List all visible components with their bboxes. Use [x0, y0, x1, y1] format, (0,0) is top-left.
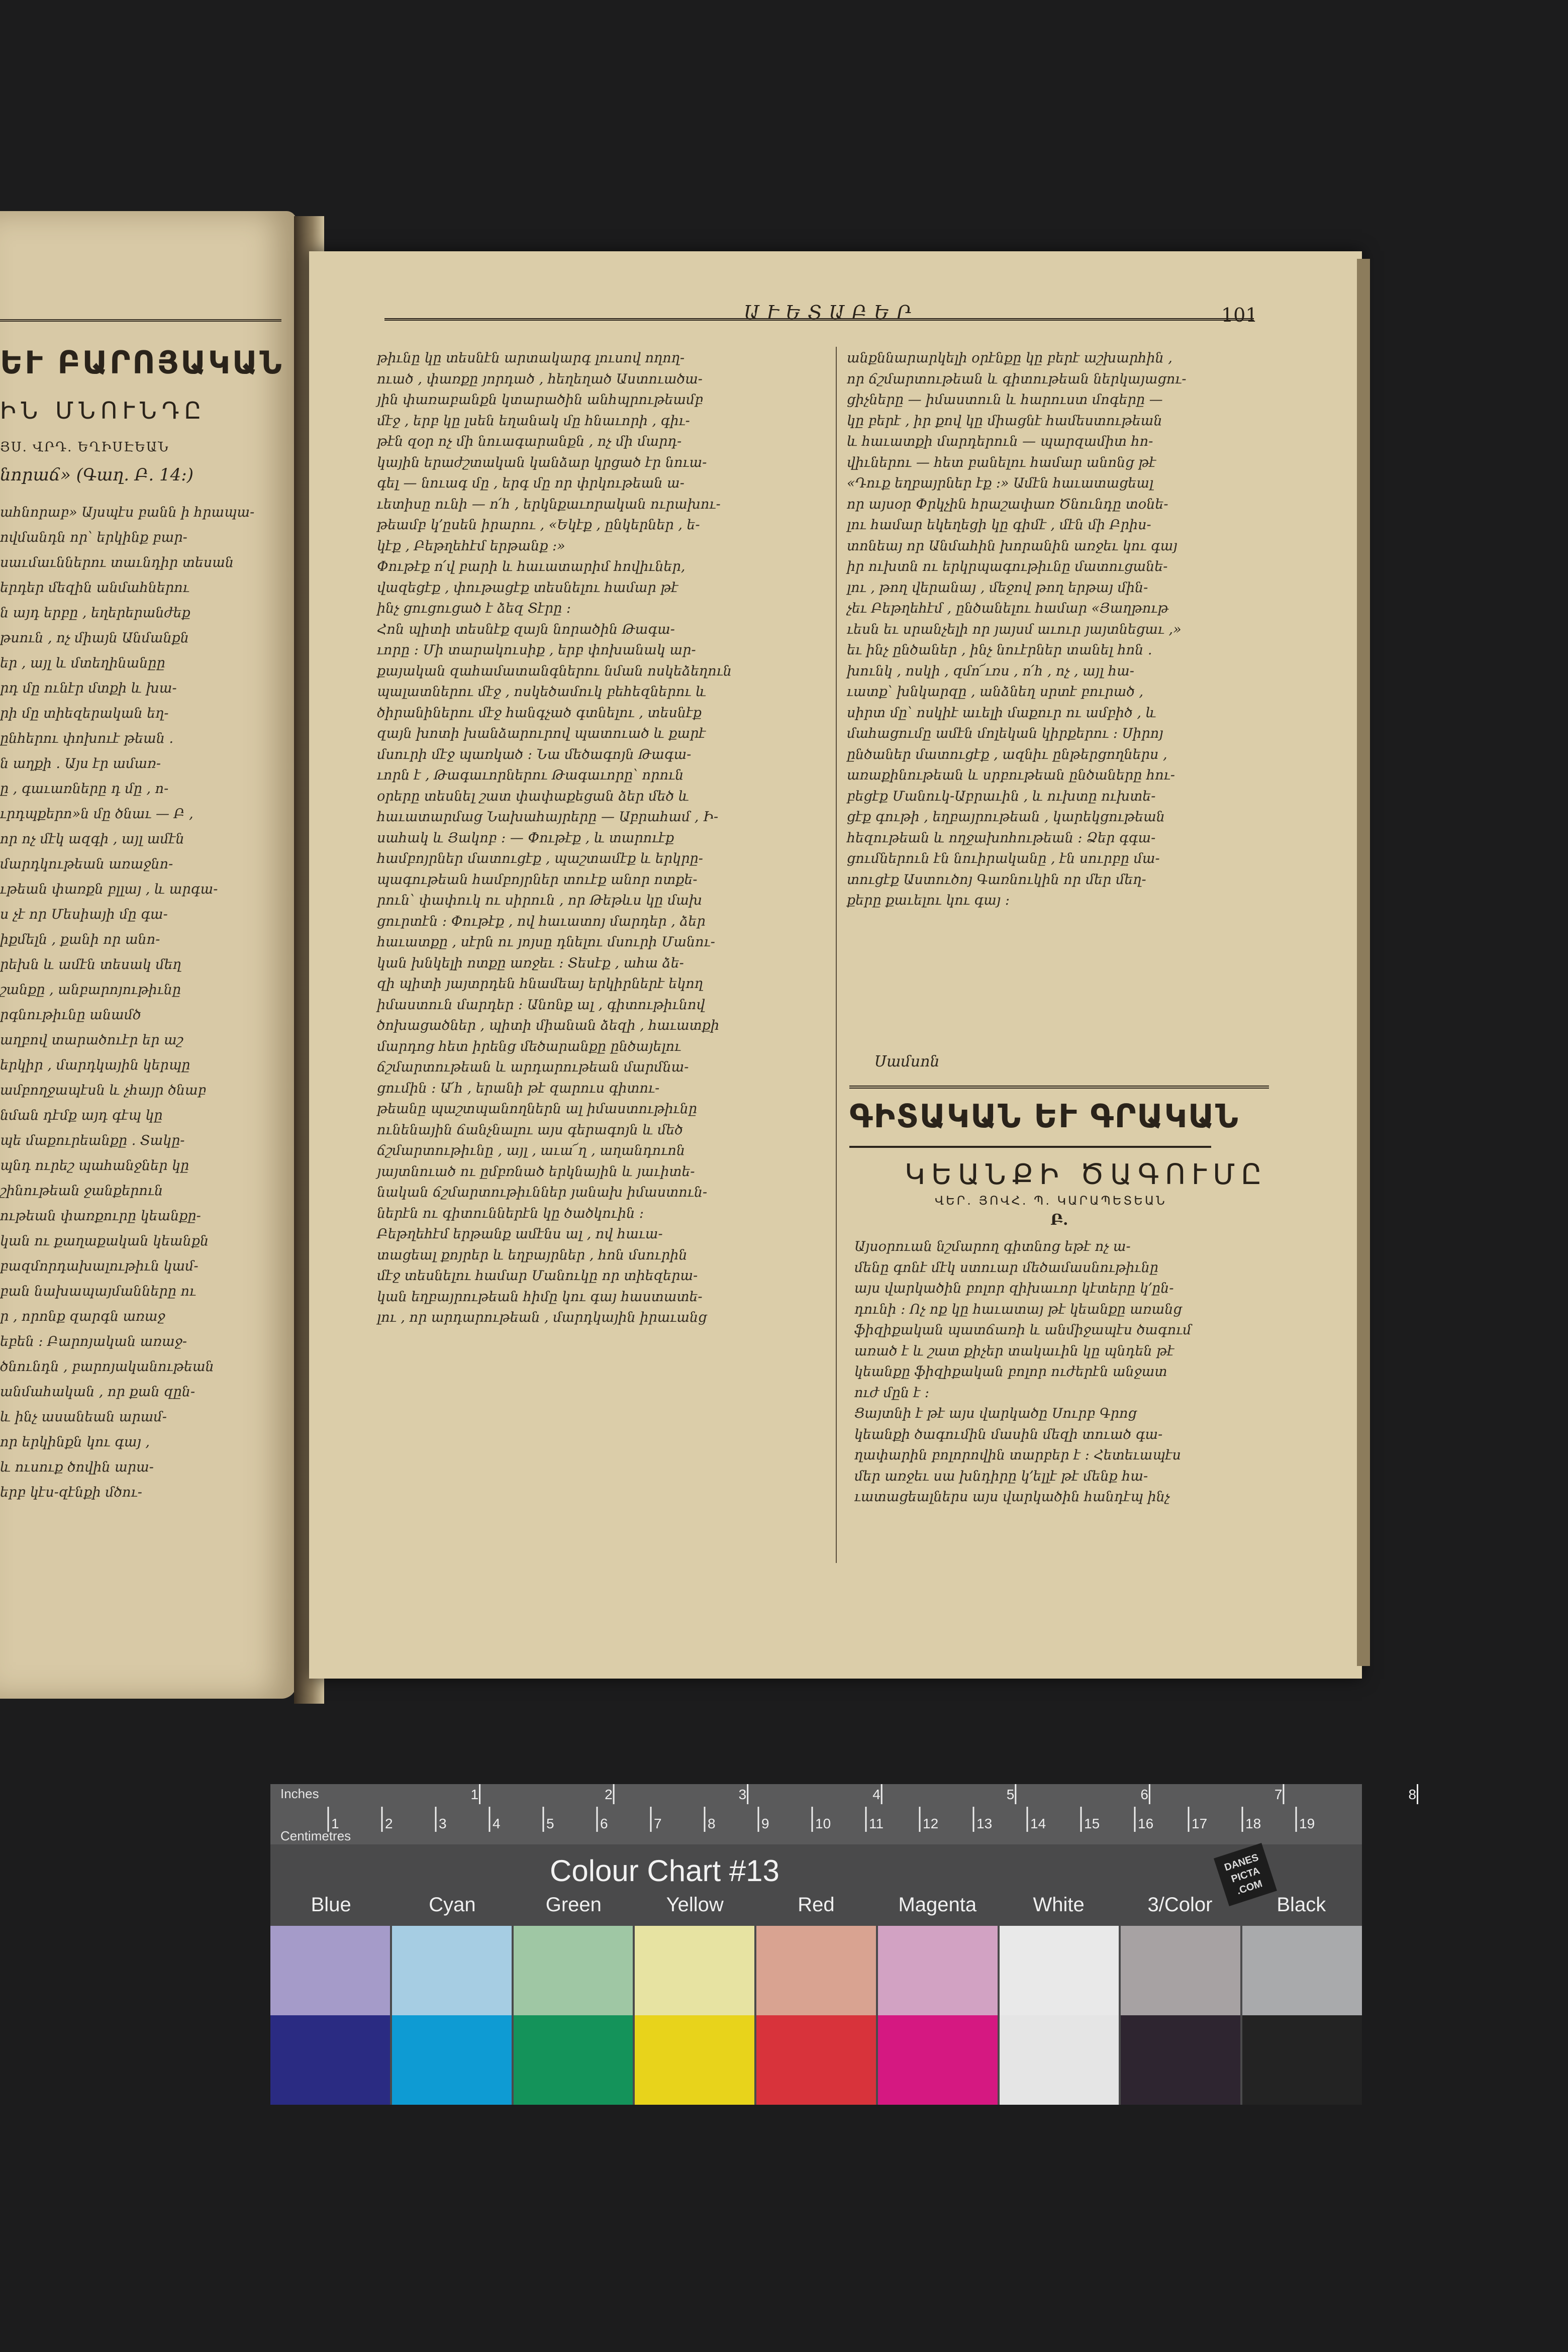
epigraph: նորաճ» (Գաղ. Բ. 14:) — [0, 465, 194, 485]
running-head: ԱՒԵՏԱԲԵՐ — [744, 302, 918, 324]
patch-label: Red — [798, 1894, 835, 1916]
text-line: րուն՝ փափուկ ու սիրուն , որ Թեթևս կը մախ — [377, 893, 703, 908]
text-line: ցումին : Ա՛հ , երանի թէ զարուս գիտու- — [377, 1080, 660, 1096]
patch-label: White — [1033, 1894, 1085, 1916]
text-line: քերը քաւելու կու գայ : — [847, 893, 1010, 908]
text-line: ներէն ու գիտուններէն կը ծածկուին : — [377, 1205, 644, 1221]
article-part-number: Բ. — [1050, 1211, 1068, 1229]
text-line: ցուրտէն : Փութէք , ով հաւատոյ մարդեր , ձեր — [377, 913, 706, 929]
header-rule — [0, 319, 281, 322]
patch-light — [270, 1926, 390, 2015]
text-line: մսուրի մէջ պառկած : Նա մեծագոյն Թագա- — [377, 746, 692, 762]
text-line: քայական զահամատանգներու նման ոսկեձեղուն — [377, 663, 732, 679]
patch-light — [514, 1926, 633, 2015]
page-number: 101 — [1221, 304, 1258, 326]
patch-labels — [270, 1894, 1362, 1919]
inch-number: 2 — [605, 1787, 613, 1802]
text-line: կէք , Բեթղեհէմ երթանք :» — [377, 538, 565, 554]
text-line: ւետիսը ունի — ո՛հ , երկնքաւորական ուրախու- — [377, 496, 721, 512]
text-line: անքննարարկելի օրէնքը կը բերէ աշխարհին , — [847, 350, 1172, 366]
cm-number: 1 — [331, 1816, 339, 1831]
inch-number: 8 — [1408, 1787, 1417, 1802]
text-line: ուած , փառքը յորդած , հեղեղած Աստուածա- — [377, 371, 703, 387]
patch-label: Cyan — [429, 1894, 476, 1916]
text-line: առաքինութեան և սրբութեան ընծաները հու- — [847, 767, 1175, 783]
text-line: լու , թող վերանայ , մեջով թող երթայ մին- — [847, 579, 1148, 596]
inch-number: 1 — [470, 1787, 479, 1802]
section-rule — [849, 1086, 1269, 1089]
text-line: որ այսօր Փրկչին հրաշափառ Ծնունդը տօնե- — [847, 496, 1168, 512]
cm-number: 2 — [385, 1816, 393, 1831]
text-line: մարդկութեան առաջնո- — [0, 856, 173, 872]
patch-label: Yellow — [666, 1894, 724, 1916]
text-line: պագութեան համբոյրներ տուէք անոր ոտքե- — [377, 871, 698, 888]
patch-column — [756, 1926, 876, 2105]
inch-number: 4 — [872, 1787, 880, 1802]
patch-light — [1121, 1926, 1240, 2015]
text-line: մէջ տեսնելու համար Մանուկը որ տիեզերա- — [377, 1268, 698, 1284]
text-line: եբեն : Բարոյական առաջ- — [0, 1334, 187, 1349]
text-line: ընծաներ մատուցէք , ազնիւ ընթերցողներս , — [847, 746, 1167, 762]
text-line: րգնութիւնը անամծ — [0, 1007, 141, 1023]
text-line: րի մը տիեզերական եղ- — [0, 706, 169, 721]
patch-column — [878, 1926, 998, 2105]
cm-number: 19 — [1299, 1816, 1315, 1831]
cm-number: 14 — [1030, 1816, 1046, 1831]
cm-number: 5 — [546, 1816, 554, 1831]
ruler — [270, 1784, 1417, 1844]
cm-number: 11 — [869, 1816, 884, 1831]
text-line: եւ ինչ ընծաներ , ինչ նուէրներ տանել հոն . — [847, 642, 1152, 658]
text-line: պալատներու մէջ , ոսկեծամուկ բեհեզներու և — [377, 684, 707, 700]
text-line: և ինչ ասանեան արամ- — [0, 1409, 167, 1425]
text-line: ւորն է , Թագաւորներու Թագաւորը՝ որուն — [377, 767, 684, 783]
text-line: երկիր , մարդկային կերպը — [0, 1057, 190, 1073]
text-line: ւեսն եւ սրանչելի որ յայսմ աւուր յայտնեցաւ ,» — [847, 621, 1182, 637]
text-line: բազմորդախալութիւն կամ- — [0, 1258, 199, 1274]
cm-number: 12 — [923, 1816, 939, 1831]
text-line: սաւմաւններու տաւնդիր տեսան — [0, 555, 234, 570]
ruler-ticks — [270, 1784, 1417, 1844]
text-line: ւատացեալներս այս վարկածին հանդէպ ինչ — [854, 1489, 1170, 1505]
text-line: բեցէք Մանուկ-Աբրաւին , և ուխտը ուխտե- — [847, 788, 1156, 804]
patch-dark — [1242, 2015, 1362, 2105]
text-line: վիւներու — հետ բանելու համար անոնց թէ — [847, 454, 1156, 470]
text-line: թսուն , ոչ միայն Անմանքն — [0, 630, 189, 646]
text-line: ուժ մըն է : — [854, 1385, 930, 1401]
inches-label: Inches — [280, 1786, 319, 1801]
text-line: շանքը , անբարոյութիւնը — [0, 982, 181, 998]
patch-column — [514, 1926, 633, 2105]
patch-column — [1121, 1926, 1240, 2105]
patch-dark — [878, 2015, 998, 2105]
text-line: վազեցէք , փութացէք տեսնելու համար թէ — [377, 579, 678, 596]
text-line: որ ոչ մէկ ազգի , այլ ամէն — [0, 831, 184, 847]
patch-light — [635, 1926, 754, 2015]
text-line: ն այդ երբը , եղերերանժեք — [0, 605, 190, 621]
patch-light — [878, 1926, 998, 2015]
page-edge — [1357, 259, 1370, 1666]
text-line: որ ճշմարտութեան և գիտութեան ներկայացու- — [847, 371, 1187, 387]
patch-label: 3/Color — [1147, 1894, 1213, 1916]
text-line: րեխն և ամէն տեսակ մեղ — [0, 957, 181, 972]
patch-dark — [392, 2015, 512, 2105]
text-line: տուցէք Աստուծոյ Գառնուկին որ մեր մեղ- — [847, 871, 1146, 888]
article-body — [854, 1236, 1282, 1508]
text-line: պնդ ուրեշ պահանջներ կը — [0, 1158, 189, 1173]
header-rule — [384, 318, 1254, 321]
text-line: մէջ , երբ կը լսեն եղանակ մը հնաւորի , գիւ- — [377, 413, 690, 429]
logo: DANES PICTA .COM — [1214, 1843, 1277, 1906]
text-line: ս չէ որ Մեսիայի մը գա- — [0, 907, 168, 922]
text-line: ունենային ճանչնալու այս գերագոյն և մեծ — [377, 1122, 683, 1138]
text-line: գել — նուագ մը , երգ մը որ փրկութեան ա- — [377, 475, 684, 491]
text-line: շինութեան ջանքերուն — [0, 1183, 163, 1199]
patch-label: Green — [545, 1894, 602, 1916]
patch-dark — [514, 2015, 633, 2105]
text-line: թեամբ կ՚ըսեն իրարու , «Եկէք , ընկերներ , ե- — [377, 517, 700, 533]
text-line: ղափարին բոլորովին տարբեր է : Հետեւապէս — [854, 1447, 1181, 1463]
cm-number: 7 — [654, 1816, 662, 1831]
text-line: ընհերու փոխուէ թեան . — [0, 731, 174, 746]
column-divider — [836, 347, 837, 1563]
text-line: մենը գոնէ մէկ ստուար մեծամասնութիւնը — [854, 1259, 1158, 1276]
article-author: ՅՍ. ՎՐԴ. ԵՂԻՍԷԵԱՆ — [0, 440, 169, 455]
text-line: ճշմարտութիւնը , այլ , աւա՜ղ , աղանդուոն — [377, 1143, 685, 1158]
patch-label: Magenta — [898, 1894, 977, 1916]
text-line: թեանը պաշտպանողներն ալ իմաստութիւնը — [377, 1101, 697, 1117]
text-line: խունկ , ոսկի , զմո՜ւռս , ո՛հ , ոչ , այլ հա- — [847, 663, 1134, 679]
text-line: օրերը տեսնել շատ փափաքեցան ձեր մեծ և — [377, 788, 690, 804]
text-line: ցիչները — իմաստուն և հարուստ մոգերը — — [847, 392, 1163, 408]
inch-number: 6 — [1140, 1787, 1148, 1802]
text-line: տացեալ քոյրեր և եղբայրներ , հոն մսուրին — [377, 1247, 688, 1263]
text-line: զայն խոտի խանձարուրով պատուած և քարէ — [377, 726, 706, 741]
column-2 — [847, 348, 1279, 911]
text-line: ովմանդն որ՝ երկինք բար- — [0, 530, 187, 545]
text-line: ծիրանիներու մէջ հանգչած գտնելու , տեսնէք — [377, 705, 702, 721]
column-1 — [377, 348, 824, 1328]
text-line: կեանքը ֆիզիքական բոլոր ուժերէն անջատ — [854, 1364, 1167, 1380]
cm-number: 17 — [1192, 1816, 1208, 1831]
previous-page — [0, 211, 297, 1699]
cm-number: 9 — [761, 1816, 769, 1831]
text-line: առած է և շատ քիչեր տակաւին կը պնդեն թէ — [854, 1343, 1174, 1359]
text-line: և հաւատքի մարդերուն — պարզամիտ հո- — [847, 434, 1153, 449]
signature: Սամսոն — [874, 1053, 940, 1070]
text-line: անմահական , որ քան զըն- — [0, 1384, 195, 1400]
inch-number: 3 — [738, 1787, 747, 1802]
text-line: պե մաքուրեանքը . Տակը- — [0, 1133, 185, 1148]
patch-light — [1242, 1926, 1362, 2015]
cm-number: 4 — [493, 1816, 501, 1831]
text-line: համբոյրներ մատուցէք , պաշտամէք և երկրը- — [377, 851, 703, 866]
text-line: Փութէք ո՛վ բարի և հաւատարիմ հովիւներ, — [377, 559, 685, 574]
text-line: այս վարկածին բոլոր զիխաւոր կէտերը կ՚ըն- — [854, 1281, 1174, 1296]
text-line: նման դէմք այդ գէպ կը — [0, 1108, 163, 1123]
patch-light — [392, 1926, 512, 2015]
article-subheading: ԻՆ ՄՆՈՒՆԴԸ — [0, 397, 207, 424]
text-line: թիւնը կը տեսնէն արտակարգ լուսով ողող- — [377, 350, 685, 366]
text-line: ն աղքի . Այս էր ամառ- — [0, 756, 161, 771]
cm-number: 16 — [1138, 1816, 1154, 1831]
text-line: Այսօրուան նշմարող գիտնոց եթէ ոչ ա- — [854, 1239, 1131, 1254]
article-author: ՎԵՐ. ՅՈՎՀ. Պ. ԿԱՐԱՊԵՏԵԱՆ — [935, 1194, 1167, 1208]
cm-number: 3 — [439, 1816, 447, 1831]
text-line: ւթեան փառքն բլլայ , և արգա- — [0, 881, 218, 897]
text-line: կային երաժշտական կանձար կրցած էր նուա- — [377, 454, 707, 470]
text-line: Հոն պիտի տեսնէք զայն նորածին Թագա- — [377, 621, 675, 637]
inch-number: 5 — [1006, 1787, 1015, 1802]
text-line: երբ կէս-զէնքի մծու- — [0, 1485, 142, 1500]
text-line: յայտնուած ու ըմբռնած երկնային և յաւիտե- — [377, 1163, 695, 1180]
cm-number: 10 — [815, 1816, 831, 1831]
text-line: և ուսուք ծովին արա- — [0, 1459, 154, 1475]
text-line: որ երկինքն կու գայ , — [0, 1434, 150, 1450]
text-line: կեանքի ծագումին մասին մեզի տուած գա- — [854, 1426, 1163, 1442]
text-line: նական ճշմարտութիւններ յանախ իմաստուն- — [377, 1185, 708, 1200]
text-line: ծնունդն , բարոյականութեան — [0, 1359, 214, 1375]
text-line: հեզութեան և ողջախոհութեան : Ձեր գգա- — [847, 830, 1156, 846]
text-line: իր ուխտն ու երկրպագութիւնը մատուցանե- — [847, 559, 1168, 574]
text-line: ահնորաբ» Այսպէս բանն ի հրապա- — [0, 505, 255, 520]
text-line: իմաստուն մարդեր : Անոնք ալ , գիտութիւնով — [377, 997, 705, 1013]
text-line: ութեան փառքուրը կեանքը- — [0, 1208, 201, 1224]
patch-column — [635, 1926, 754, 2105]
text-line: ւրդպքերո»ն մը ծնաւ — Բ , — [0, 806, 193, 822]
patch-light — [756, 1926, 876, 2015]
text-line: ցումներուն էն նուիրականը , էն սուրբը մա- — [847, 851, 1160, 866]
text-line: եր , այլ և մտեղինանըը — [0, 655, 165, 671]
patch-column — [1242, 1926, 1362, 2105]
text-line: ցէք գութի , եղբայրութեան , կարեկցութեան — [847, 809, 1165, 825]
article-heading: ԵՒ ԲԱՐՈՅԱԿԱՆ — [0, 344, 284, 381]
cm-number: 15 — [1084, 1816, 1100, 1831]
colour-chart — [270, 1784, 1417, 2105]
text-line: րդ մը ունէր մտքի և խա- — [0, 680, 177, 696]
patch-column — [270, 1926, 390, 2105]
patch-column — [1000, 1926, 1119, 2105]
text-line: ւատք՝ խնկարզը , անձնեղ սրտէ բուրած , — [847, 684, 1144, 700]
text-line: մահացումը ամէն մոլեկան կիրքերու : Սիրոյ — [847, 726, 1163, 741]
text-line: երդեր մեզին անմահներու — [0, 580, 189, 596]
cm-number: 18 — [1245, 1816, 1261, 1831]
text-line: ֆիզիքական պատճառի և անմիջապէս ծագում — [854, 1322, 1192, 1338]
text-line: իքմելն , քանի որ անո- — [0, 932, 160, 947]
text-line: հաւատքը , սէրն ու յոյսը դնելու մսուրի Մանու- — [377, 934, 715, 950]
text-line: լու , որ արդարութեան , մարդկային իրաւանց — [377, 1310, 707, 1325]
text-line: ւորը : Մի տարակուսիք , երբ փոխանակ ար- — [377, 642, 696, 658]
text-line: Բեթղեհէմ երթանք ամէնս ալ , ով հաւա- — [377, 1226, 663, 1242]
text-line: հաւատարմաց Նախահայրերը — Աբրահամ , Ի- — [377, 809, 719, 825]
text-line: ճշմարտութեան և արդարութեան մարմնա- — [377, 1059, 689, 1075]
text-line: մարդոց հետ իրենց մեծարանքը ընծայելու — [377, 1038, 681, 1054]
text-line: յին փառաբանքն կտարածին անհպրութեամբ — [377, 392, 704, 408]
text-line: կը բերէ , իր քով կը միացնէ համեստութեան — [847, 413, 1162, 429]
text-line: ինչ ցուցուցած է ձեզ Տէրը : — [377, 601, 571, 616]
patch-dark — [635, 2015, 754, 2105]
text-line: ամբողջապէսն և չհայր ծնաբ — [0, 1083, 207, 1098]
colour-patches — [270, 1926, 1362, 2105]
text-line: ր , որոնք զարգն առաջ — [0, 1309, 165, 1324]
patch-label: Black — [1277, 1894, 1326, 1916]
section-title: ԳԻՏԱԿԱՆ ԵՒ ԳՐԱԿԱՆ — [849, 1098, 1239, 1135]
text-line: սահակ և Յակոբ : — Փութէք , և տարուէք — [377, 830, 674, 846]
text-line: բան նախապայմանները ու — [0, 1284, 197, 1299]
patch-dark — [1121, 2015, 1240, 2105]
chart-title: Colour Chart #13 — [550, 1854, 779, 1888]
left-body-text — [0, 500, 281, 1505]
text-line: լու համար եկեղեցի կը գիմէ , մէն մի Բրիս- — [847, 517, 1151, 533]
patch-dark — [756, 2015, 876, 2105]
patch-label: Blue — [311, 1894, 351, 1916]
text-line: սիրտ մը՝ ոսկիէ աւելի մաքուր ու ամբիծ , և — [847, 705, 1156, 721]
text-line: կան ու քաղաքական կեանքն — [0, 1233, 209, 1249]
patch-dark — [270, 2015, 390, 2105]
text-line: տոնեայ որ Անմահին խորանին առջեւ կու գայ — [847, 538, 1178, 554]
cm-number: 8 — [708, 1816, 716, 1831]
text-line: դունի : Ոչ ոք կը հաւատայ թէ կեանքը առանց — [854, 1301, 1182, 1317]
patch-column — [392, 1926, 512, 2105]
cm-number: 6 — [600, 1816, 608, 1831]
centimetres-label: Centimetres — [280, 1828, 351, 1843]
text-line: ծոխացածներ , պիտի միանան ձեզի , հաւատքի — [377, 1018, 720, 1033]
text-line: «Դուք եղբայրներ էք :» Ամէն հաւատացեալ — [847, 475, 1154, 491]
text-line: զի պիտի յայտրդեն հնամեայ երկիրներէ եկող — [377, 976, 704, 992]
text-line: չեւ Բեթղեհէմ , ընծանելու համար «Յաղթութ — [847, 601, 1168, 616]
section-underline — [849, 1146, 1211, 1148]
article-title: ԿԵԱՆՔԻ ԾԱԳՈՒՄԸ — [905, 1158, 1268, 1191]
text-line: կան խնկելի ոտքը առջեւ : Տեսէք , ահա ձե- — [377, 955, 684, 971]
text-line: կան եղբայրութեան հիմը կու գայ հաստատե- — [377, 1289, 703, 1305]
text-line: մեր առջեւ սա խնդիրը կ՚ելլէ թէ մենք հա- — [854, 1468, 1148, 1484]
cm-number: 13 — [976, 1816, 993, 1831]
text-line: թէն զօր ոչ մի նուագարանքն , ոչ մի մարդ- — [377, 434, 682, 449]
patch-dark — [1000, 2015, 1119, 2105]
patch-light — [1000, 1926, 1119, 2015]
inch-number: 7 — [1274, 1787, 1283, 1802]
text-line: աղբով տարածուէր եր աշ — [0, 1032, 183, 1048]
text-line: ը , գաւառները դ մը , ո- — [0, 781, 169, 797]
text-line: Ցայտնի է թէ այս վարկածը Սուրբ Գրոց — [854, 1406, 1137, 1421]
